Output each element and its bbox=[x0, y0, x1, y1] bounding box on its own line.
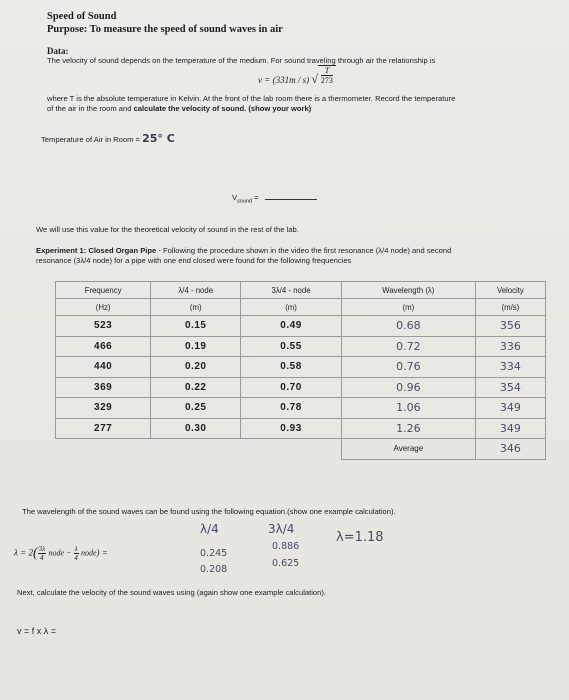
cell-velocity[interactable]: 349 bbox=[475, 398, 545, 419]
table-row bbox=[56, 418, 546, 439]
table-average-row bbox=[56, 439, 546, 460]
formula-fraction bbox=[318, 65, 336, 85]
experiment-title: Experiment 1: Closed Organ Pipe bbox=[36, 246, 157, 255]
col-header-quarter-node: λ/4 - node bbox=[151, 282, 241, 299]
wavelength-instruction: The wavelength of the sound waves can be found using the following equation.(show one example calculation). bbox=[22, 507, 396, 516]
eq-term-1: node − bbox=[48, 548, 72, 558]
unit-ms: (m/s) bbox=[475, 299, 545, 316]
cell-quarter-node: 0.20 bbox=[151, 357, 241, 378]
cell-quarter-node: 0.25 bbox=[151, 398, 241, 419]
formula-den: 273 bbox=[320, 76, 333, 85]
average-value[interactable]: 346 bbox=[475, 439, 545, 460]
experiment-line2: resonance (3λ/4 node) for a pipe with one end closed were found for the following frequencies bbox=[36, 256, 352, 265]
cell-wavelength[interactable]: 0.96 bbox=[341, 377, 475, 398]
unit-hz: (Hz) bbox=[56, 299, 151, 316]
hand-b1: 0.886 bbox=[272, 541, 300, 552]
col-header-wavelength: Wavelength (λ) bbox=[341, 282, 475, 299]
eq-term-2: node bbox=[80, 548, 97, 558]
vsound-label: V bbox=[232, 193, 238, 202]
explanation bbox=[47, 94, 547, 114]
cell-frequency: 523 bbox=[56, 316, 151, 337]
formula-lhs: v = (331m / s) bbox=[258, 75, 310, 85]
cell-frequency: 329 bbox=[56, 398, 151, 419]
header bbox=[47, 10, 283, 36]
table-row bbox=[56, 357, 546, 378]
vsound-sub: sound bbox=[237, 198, 253, 205]
temp-value: 25° C bbox=[142, 132, 175, 145]
data-heading bbox=[47, 46, 435, 66]
explanation-line1: where T is the absolute temperature in Kelvin. At the front of the lab room there is a thermometer. Record the temperature bbox=[47, 94, 456, 103]
cell-three-quarter-node: 0.70 bbox=[241, 377, 342, 398]
cell-wavelength[interactable]: 1.06 bbox=[341, 398, 475, 419]
table-row bbox=[56, 336, 546, 357]
sqrt-icon: √ bbox=[311, 72, 318, 86]
cell-velocity[interactable]: 349 bbox=[475, 418, 545, 439]
explanation-line2: of the air in the room and calculate the velocity of sound. (show your work) bbox=[47, 104, 312, 113]
cell-three-quarter-node: 0.49 bbox=[241, 316, 342, 337]
vsound-blank[interactable] bbox=[265, 199, 317, 200]
cell-velocity[interactable]: 354 bbox=[475, 377, 545, 398]
wavelength-equation: λ = 2( $\frac{3\lambda}{4}$ node − $\frac{\lambda}{4}$ node) = bbox=[14, 545, 108, 562]
col-header-velocity: Velocity bbox=[475, 282, 545, 299]
theoretical-note: We will use this value for the theoretical velocity of sound in the rest of the lab. bbox=[36, 225, 299, 234]
cell-velocity[interactable]: 336 bbox=[475, 336, 545, 357]
cell-quarter-node: 0.19 bbox=[151, 336, 241, 357]
cell-wavelength[interactable]: 1.26 bbox=[341, 418, 475, 439]
data-intro: The velocity of sound depends on the temperature of the medium. For sound traveling through air the relationship is bbox=[47, 56, 436, 65]
velocity-formula bbox=[258, 65, 336, 87]
experiment-line1: Experiment 1: Closed Organ Pipe - Following the procedure shown in the video the first resonance (λ/4 node) and second bbox=[36, 246, 452, 255]
temperature-line bbox=[41, 134, 175, 145]
cell-frequency: 277 bbox=[56, 418, 151, 439]
cell-velocity[interactable]: 356 bbox=[475, 316, 545, 337]
cell-wavelength[interactable]: 0.72 bbox=[341, 336, 475, 357]
vsound-line bbox=[232, 193, 317, 207]
data-table bbox=[55, 281, 546, 460]
unit-m: (m) bbox=[341, 299, 475, 316]
eq-frac-1: $\frac{3\lambda}{4}$ bbox=[38, 545, 46, 562]
eq-frac-2: $\frac{\lambda}{4}$ bbox=[74, 545, 78, 562]
table-row bbox=[56, 377, 546, 398]
hand-a1: 0.245 bbox=[200, 548, 228, 559]
cell-three-quarter-node: 0.58 bbox=[241, 357, 342, 378]
eq-end: ) = bbox=[96, 547, 108, 558]
hand-lambda-quarter: λ/4 bbox=[200, 522, 219, 536]
purpose-line: Purpose: To measure the speed of sound waves in air bbox=[47, 24, 283, 35]
cell-wavelength[interactable]: 0.68 bbox=[341, 316, 475, 337]
eq-lhs: λ = 2 bbox=[14, 547, 33, 558]
velocity-equation: v = f x λ = bbox=[17, 626, 57, 636]
hand-b2: 0.625 bbox=[272, 558, 300, 569]
cell-wavelength[interactable]: 0.76 bbox=[341, 357, 475, 378]
velocity-instruction: Next, calculate the velocity of the sound waves using (again show one example calculation). bbox=[17, 588, 326, 597]
unit-m: (m) bbox=[241, 299, 342, 316]
cell-quarter-node: 0.30 bbox=[151, 418, 241, 439]
cell-frequency: 466 bbox=[56, 336, 151, 357]
table-row bbox=[56, 398, 546, 419]
data-label: Data: bbox=[47, 46, 69, 56]
col-header-frequency: Frequency bbox=[56, 282, 151, 299]
cell-quarter-node: 0.22 bbox=[151, 377, 241, 398]
page-title: Speed of Sound bbox=[47, 11, 117, 22]
table-units-row bbox=[56, 299, 546, 316]
table-row bbox=[56, 316, 546, 337]
col-header-three-quarter-node: 3λ/4 - node bbox=[241, 282, 342, 299]
cell-three-quarter-node: 0.55 bbox=[241, 336, 342, 357]
vsound-eq: = bbox=[254, 193, 259, 202]
cell-quarter-node: 0.15 bbox=[151, 316, 241, 337]
cell-frequency: 440 bbox=[56, 357, 151, 378]
hand-a2: 0.208 bbox=[200, 564, 228, 575]
cell-frequency: 369 bbox=[56, 377, 151, 398]
hand-result: λ=1.18 bbox=[336, 530, 384, 545]
average-label: Average bbox=[341, 439, 475, 460]
temp-label: Temperature of Air in Room = bbox=[41, 135, 140, 144]
table-header-row bbox=[56, 282, 546, 299]
hand-lambda-three-quarter: 3λ/4 bbox=[268, 522, 295, 536]
cell-velocity[interactable]: 334 bbox=[475, 357, 545, 378]
formula-num: T bbox=[321, 66, 333, 76]
experiment-intro bbox=[36, 246, 556, 266]
cell-three-quarter-node: 0.93 bbox=[241, 418, 342, 439]
cell-three-quarter-node: 0.78 bbox=[241, 398, 342, 419]
unit-m: (m) bbox=[151, 299, 241, 316]
